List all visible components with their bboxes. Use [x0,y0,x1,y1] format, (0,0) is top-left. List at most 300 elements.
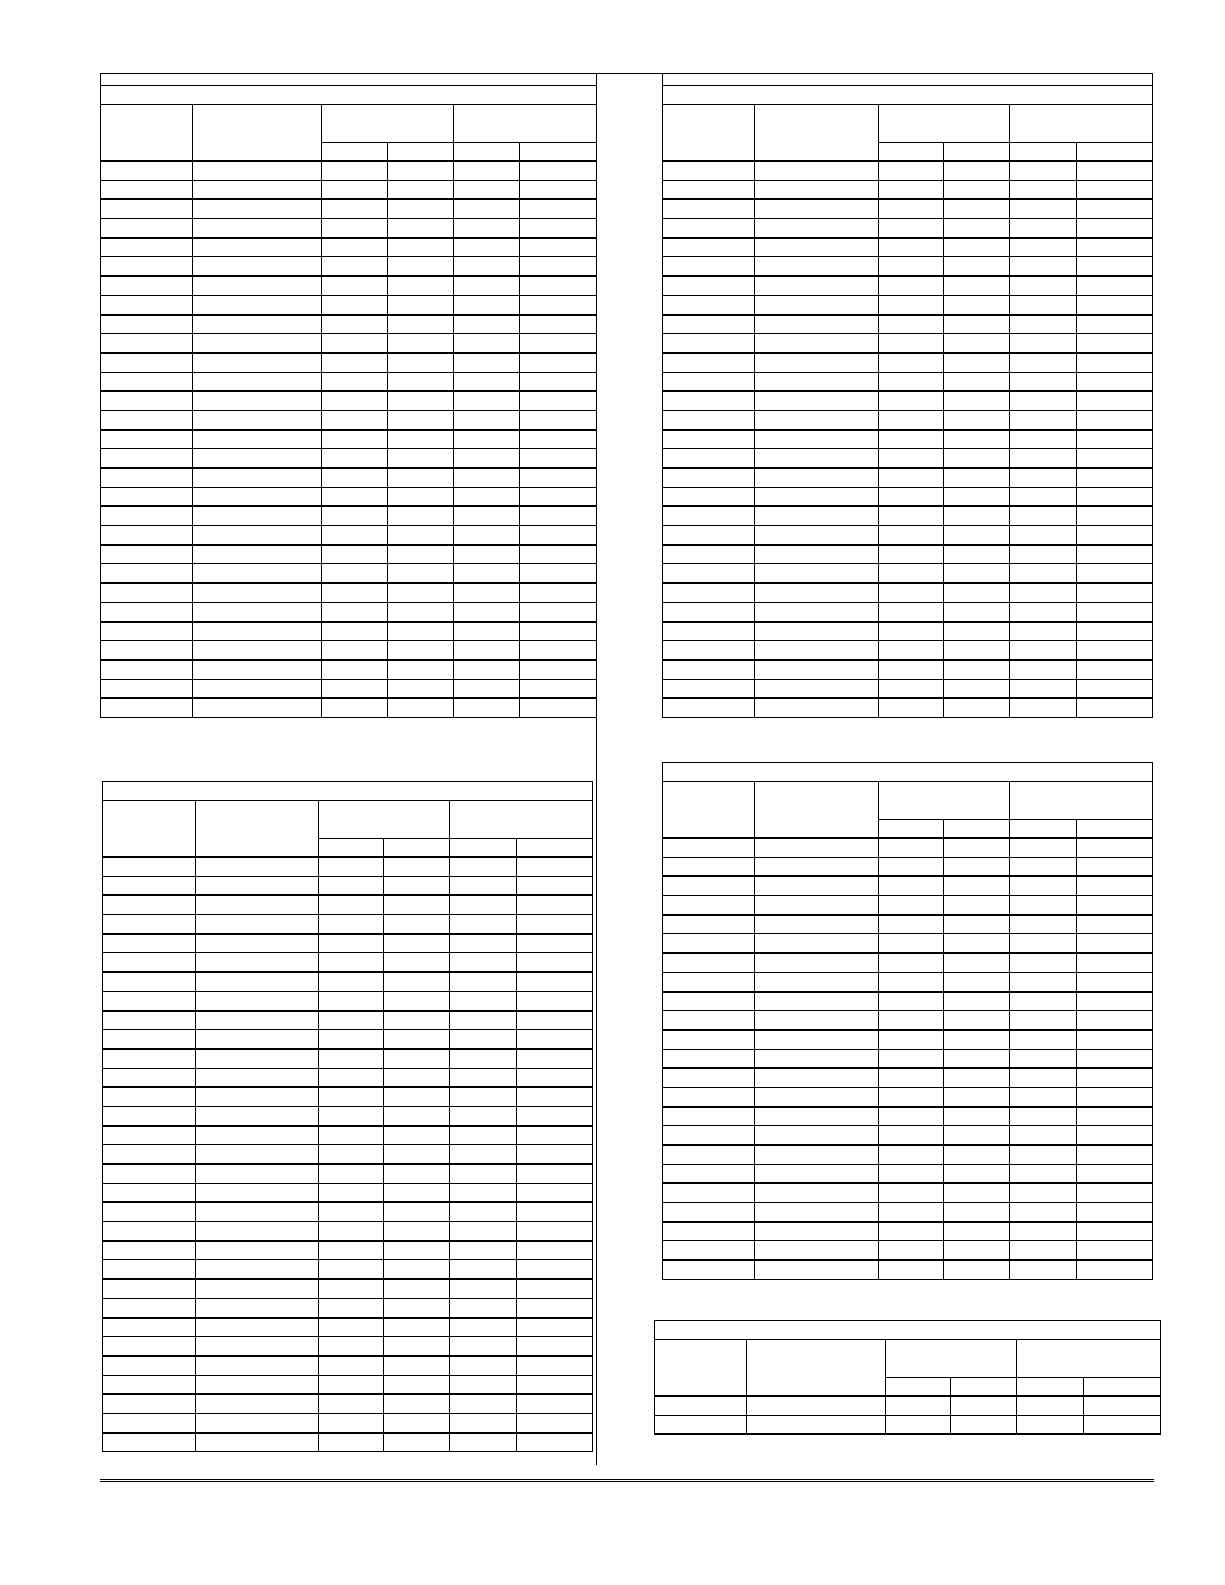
table-cell [450,972,517,991]
table-cell [944,180,1010,199]
table-cell [450,1202,517,1221]
table-cell [319,1318,384,1337]
table-cell [103,1337,196,1356]
table-cell [101,410,193,429]
table-cell [663,1107,755,1126]
table-cell [103,953,196,972]
table-cell [1010,915,1077,934]
table-cell [1077,410,1153,429]
table-cell [1077,295,1153,314]
table-row [101,602,597,621]
table-cell [319,1433,384,1452]
table-cell [755,1107,879,1126]
header-row [103,801,593,839]
table-row [103,1087,593,1106]
table-cell [517,1241,593,1260]
table-cell [384,1030,450,1049]
table-row [103,1202,593,1221]
table-cell [944,295,1010,314]
table-cell [388,353,454,372]
table-cell [103,895,196,914]
table-cell [1077,372,1153,391]
header-cell [879,782,1010,820]
table-cell [450,991,517,1010]
table-cell [944,1260,1010,1279]
table-cell [755,564,879,583]
table-cell [193,641,322,660]
table-cell [520,564,597,583]
table-cell [319,934,384,953]
table-cell [196,1011,319,1030]
table-cell [663,391,755,410]
table-cell [196,1337,319,1356]
table-cell [1010,295,1077,314]
table-cell [450,1183,517,1202]
table-cell [1010,199,1077,218]
header-row [663,105,1153,143]
table-title-cell [663,74,1153,86]
table-cell [1077,992,1153,1011]
table-cell [196,1202,319,1221]
table-cell [879,276,944,295]
table-cell [944,876,1010,895]
table-row [663,1260,1153,1279]
subheader-cell [879,820,944,839]
table-row [101,564,597,583]
table-cell [517,1087,593,1106]
table-cell [1010,583,1077,602]
table-cell [663,1087,755,1106]
table-cell [944,1068,1010,1087]
table-row [101,641,597,660]
table-cell [103,876,196,895]
table-cell [101,238,193,257]
table-cell [1077,506,1153,525]
table-cell [663,679,755,698]
table-cell [663,430,755,449]
table-cell [319,857,384,876]
table-cell [384,1241,450,1260]
table-cell [384,953,450,972]
table-cell [196,972,319,991]
table-row [103,1106,593,1125]
header-cell [886,1340,1017,1378]
table-cell [755,526,879,545]
table-cell [944,698,1010,717]
table-cell [1017,1415,1084,1434]
table-cell [450,1222,517,1241]
table-cell [879,698,944,717]
table-cell [517,1106,593,1125]
table-cell [663,564,755,583]
table-cell [755,295,879,314]
table-cell [755,876,879,895]
table-cell [663,838,755,857]
table-row [103,1394,593,1413]
table-cell [951,1415,1017,1434]
table-row [663,1222,1153,1241]
table-cell [1077,838,1153,857]
table-cell [193,602,322,621]
table-cell [103,1087,196,1106]
table-cell [663,583,755,602]
table-cell [663,487,755,506]
table-cell [520,219,597,238]
table-row [663,1183,1153,1202]
table-cell [196,991,319,1010]
table-cell [384,1298,450,1317]
table-cell [755,1145,879,1164]
table-cell [944,468,1010,487]
table-row [101,276,597,295]
table-cell [755,180,879,199]
table-cell [1010,487,1077,506]
header-cell [450,801,593,839]
right-top-table [662,73,1153,718]
table-cell [454,602,520,621]
table-cell [384,1433,450,1452]
table-cell [388,219,454,238]
table-cell [319,953,384,972]
table-cell [944,660,1010,679]
table-cell [944,953,1010,972]
table-cell [879,315,944,334]
table-row [103,1413,593,1432]
table-cell [454,506,520,525]
table-cell [520,180,597,199]
subheader-cell [384,839,450,858]
table-row [663,180,1153,199]
table-cell [196,1164,319,1183]
table-cell [520,545,597,564]
table-cell [517,1298,593,1317]
table-cell [517,1145,593,1164]
table-cell [755,896,879,915]
table-cell [1010,468,1077,487]
table-cell [944,219,1010,238]
table-cell [517,1337,593,1356]
table-cell [319,1337,384,1356]
table-row [101,219,597,238]
table-cell [663,1241,755,1260]
table-row [663,1107,1153,1126]
table-cell [1010,564,1077,583]
table-cell [193,679,322,698]
table-cell [101,372,193,391]
table-row [103,1241,593,1260]
table-cell [319,991,384,1010]
table-row [103,972,593,991]
table-cell [388,295,454,314]
table-cell [520,602,597,621]
table-cell [663,1145,755,1164]
table-cell [879,353,944,372]
table-cell [517,1164,593,1183]
table-cell [663,698,755,717]
table-cell [1077,238,1153,257]
table-cell [755,1049,879,1068]
table-cell [879,468,944,487]
table-cell [196,876,319,895]
table-cell [193,487,322,506]
table-row [663,992,1153,1011]
table-cell [663,992,755,1011]
table-cell [196,1049,319,1068]
table-cell [517,1260,593,1279]
table-cell [1010,1011,1077,1030]
table-cell [520,353,597,372]
table-cell [388,641,454,660]
table-cell [319,1183,384,1202]
table-cell [193,698,322,717]
table-row [655,1415,1161,1434]
table-cell [450,1030,517,1049]
table-cell [879,449,944,468]
table-cell [520,372,597,391]
table-cell [103,1394,196,1413]
table-cell [879,199,944,218]
table-row [663,622,1153,641]
subheader-cell [951,1378,1017,1397]
table-cell [1077,180,1153,199]
table-cell [755,334,879,353]
table-cell [944,410,1010,429]
table-cell [517,1030,593,1049]
table-cell [384,1337,450,1356]
table-cell [520,238,597,257]
table-cell [103,991,196,1010]
table-cell [101,199,193,218]
table-cell [388,276,454,295]
table-cell [879,219,944,238]
table-cell [193,334,322,353]
table-row [103,1337,593,1356]
table-cell [879,896,944,915]
table-row [101,199,597,218]
table-cell [454,180,520,199]
table-cell [944,602,1010,621]
table-cell [879,602,944,621]
table-cell [1010,1107,1077,1126]
table-row [103,1030,593,1049]
header-cell [1010,105,1153,143]
table-cell [879,1203,944,1222]
table-cell [1077,315,1153,334]
table-cell [388,660,454,679]
table-cell [322,660,388,679]
table-cell [319,876,384,895]
table-row [663,372,1153,391]
table-cell [755,660,879,679]
table-cell [388,315,454,334]
table-cell [196,1394,319,1413]
table-cell [944,564,1010,583]
table-cell [450,915,517,934]
table-cell [196,1433,319,1452]
table-cell [384,1375,450,1394]
table-cell [663,1183,755,1202]
table-cell [196,1087,319,1106]
table-cell [755,953,879,972]
table-cell [755,857,879,876]
table-cell [454,564,520,583]
table-row [663,660,1153,679]
table-cell [944,391,1010,410]
table-cell [1077,276,1153,295]
table-cell [450,895,517,914]
table-cell [755,602,879,621]
header-cell [193,105,322,162]
table-cell [663,1260,755,1279]
table-cell [1077,1011,1153,1030]
table-cell [193,372,322,391]
table-cell [944,487,1010,506]
table-cell [1077,334,1153,353]
table-title-row [103,782,593,801]
table-cell [319,1279,384,1298]
table-cell [879,953,944,972]
table-cell [101,526,193,545]
table-row [101,468,597,487]
table-cell [1077,915,1153,934]
table-row [103,1260,593,1279]
table-cell [944,315,1010,334]
table-cell [520,526,597,545]
table-cell [663,219,755,238]
table-cell [319,1106,384,1125]
table-cell [322,199,388,218]
table-cell [944,526,1010,545]
table-cell [193,564,322,583]
table-cell [450,1260,517,1279]
table-cell [322,219,388,238]
table-cell [196,1413,319,1432]
table-cell [663,1049,755,1068]
table-row [663,238,1153,257]
table-cell [879,545,944,564]
table-cell [1077,1203,1153,1222]
table-cell [101,506,193,525]
table-cell [944,992,1010,1011]
table-cell [879,915,944,934]
table-cell [450,1011,517,1030]
table-cell [193,526,322,545]
table-cell [384,1183,450,1202]
table-cell [319,895,384,914]
table-cell [319,1375,384,1394]
table-row [663,838,1153,857]
table-cell [103,1318,196,1337]
table-row [663,353,1153,372]
table-cell [879,1126,944,1145]
table-cell [384,1260,450,1279]
table-cell [193,468,322,487]
table-cell [1077,161,1153,180]
center-divider-line [596,73,597,1465]
subheader-cell [450,839,517,858]
table-cell [517,1202,593,1221]
table-cell [384,1279,450,1298]
table-cell [879,334,944,353]
table-cell [1077,896,1153,915]
table-cell [944,1183,1010,1202]
table-cell [388,161,454,180]
table-row [101,449,597,468]
table-cell [517,934,593,953]
table-cell [384,1394,450,1413]
table-cell [747,1396,886,1415]
table-cell [196,1183,319,1202]
table-row [663,857,1153,876]
table-cell [1010,161,1077,180]
table-row [663,1011,1153,1030]
table-cell [319,1222,384,1241]
table-cell [454,257,520,276]
table-cell [1010,660,1077,679]
table-cell [1010,219,1077,238]
table-row [103,991,593,1010]
table-cell [663,934,755,953]
table-cell [517,1049,593,1068]
subheader-cell [517,839,593,858]
table-cell [1077,698,1153,717]
table-cell [103,1145,196,1164]
table-cell [319,1145,384,1164]
table-cell [196,895,319,914]
table-cell [1010,1260,1077,1279]
table-cell [944,679,1010,698]
table-cell [944,161,1010,180]
table-cell [193,353,322,372]
table-cell [663,1068,755,1087]
table-cell [196,1318,319,1337]
table-cell [103,1413,196,1432]
header-cell [319,801,450,839]
table-cell [1077,679,1153,698]
table-row [101,622,597,641]
table-cell [388,622,454,641]
table-cell [384,1011,450,1030]
table-title-cell [101,86,597,105]
table-cell [319,1049,384,1068]
table-cell [663,449,755,468]
subheader-cell [1017,1378,1084,1397]
table-cell [450,1126,517,1145]
table-cell [1010,506,1077,525]
table-row [663,257,1153,276]
table-cell [755,1260,879,1279]
table-cell [655,1415,747,1434]
table-cell [103,1222,196,1241]
table-cell [1077,219,1153,238]
table-cell [196,1241,319,1260]
table-cell [944,353,1010,372]
table-cell [196,1222,319,1241]
header-row [663,782,1153,820]
table-cell [1010,1203,1077,1222]
table-cell [384,1068,450,1087]
table-row [663,315,1153,334]
table-cell [319,1356,384,1375]
table-row [103,1068,593,1087]
table-cell [101,641,193,660]
table-cell [879,934,944,953]
table-cell [1010,934,1077,953]
table-cell [755,1203,879,1222]
table-cell [101,698,193,717]
table-cell [388,545,454,564]
table-cell [322,698,388,717]
